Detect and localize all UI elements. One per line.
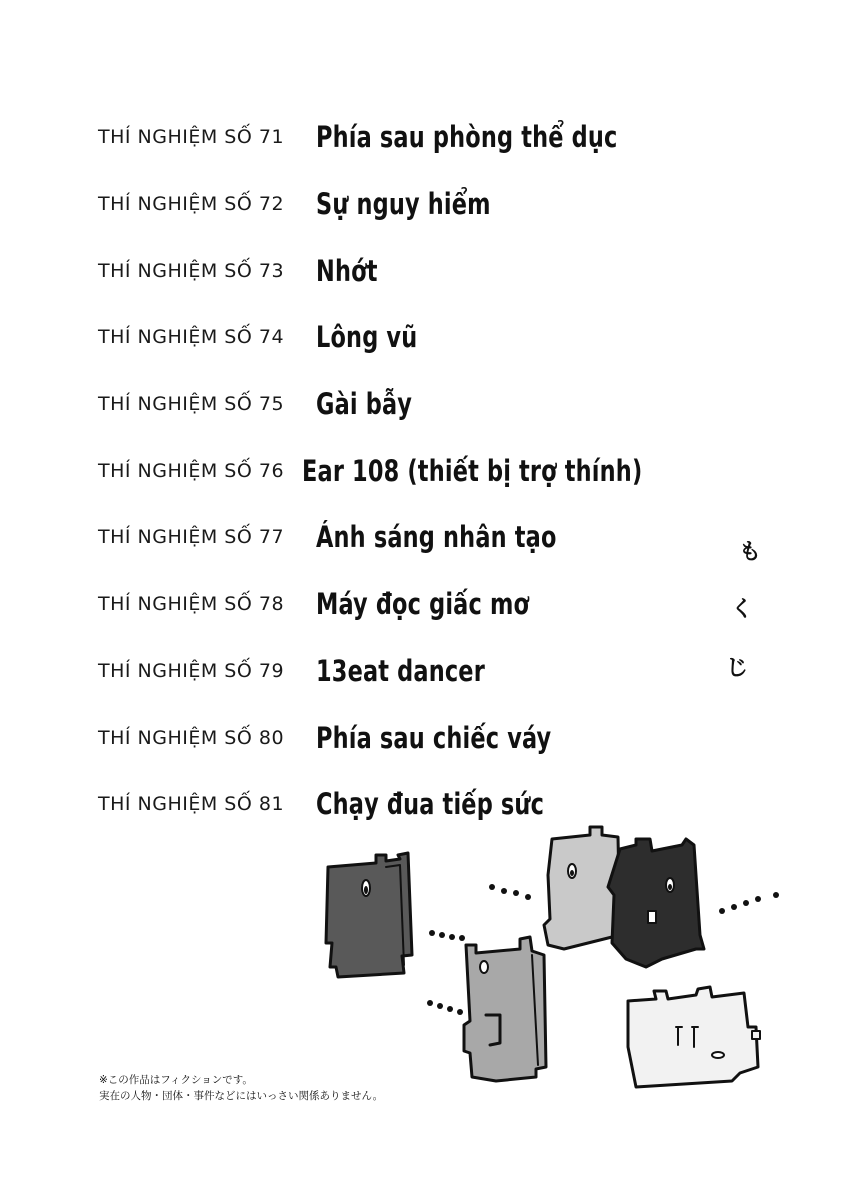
toc-entry-title: Sự nguy hiểm bbox=[316, 187, 491, 222]
block-creatures-illustration bbox=[300, 815, 800, 1100]
toc-entry-number: THÍ NGHIỆM SỐ 75 bbox=[98, 393, 285, 416]
toc-entry[interactable] bbox=[98, 638, 698, 705]
toc-entry-title: Máy đọc giấc mơ bbox=[316, 587, 530, 622]
disclaimer-line: ※この作品はフィクションです。 bbox=[99, 1074, 253, 1086]
toc-entry[interactable] bbox=[98, 171, 698, 238]
toc-entry[interactable] bbox=[98, 704, 698, 771]
toc-entry-number: THÍ NGHIỆM SỐ 81 bbox=[98, 793, 285, 816]
toc-entry[interactable] bbox=[98, 437, 698, 504]
dark-block-creature bbox=[326, 853, 412, 977]
toc-entry[interactable] bbox=[98, 504, 698, 571]
toc-entry-title: 13eat dancer bbox=[316, 653, 485, 688]
toc-entry-number: THÍ NGHIỆM SỐ 79 bbox=[98, 659, 285, 682]
toc-entry-number: THÍ NGHIỆM SỐ 77 bbox=[98, 526, 285, 549]
toc-entry-number: THÍ NGHIỆM SỐ 73 bbox=[98, 259, 285, 282]
vertical-contents-heading bbox=[712, 535, 762, 682]
toc-entry-title: Lông vũ bbox=[316, 320, 418, 355]
toc-entry-title: Phía sau chiếc váy bbox=[316, 720, 552, 755]
toc-entry-title: Nhớt bbox=[316, 253, 378, 288]
disclaimer-line: 実在の人物・団体・事件などにはいっさい関係ありません。 bbox=[99, 1090, 384, 1102]
toc-entry-title: Phía sau phòng thể dục bbox=[316, 120, 618, 155]
toc-entry-number: THÍ NGHIỆM SỐ 74 bbox=[98, 326, 285, 349]
toc-entry-title: Chạy đua tiếp sức bbox=[316, 787, 545, 822]
black-block-creature bbox=[608, 839, 704, 967]
fiction-disclaimer bbox=[99, 1072, 383, 1104]
grey-block-creature bbox=[464, 937, 546, 1081]
heading-char: も bbox=[738, 540, 761, 565]
heading-char: じ bbox=[725, 656, 748, 681]
heading-char: く bbox=[730, 597, 753, 622]
toc-entry[interactable] bbox=[98, 237, 698, 304]
toc-entry-number: THÍ NGHIỆM SỐ 71 bbox=[98, 126, 285, 149]
toc-entry-title: Gài bẫy bbox=[316, 387, 413, 422]
toc-entry[interactable] bbox=[98, 571, 698, 638]
toc-entry-number: THÍ NGHIỆM SỐ 72 bbox=[98, 193, 285, 216]
toc-entry-number: THÍ NGHIỆM SỐ 76 bbox=[98, 459, 285, 482]
toc-entry[interactable] bbox=[98, 304, 698, 371]
toc-entry-number: THÍ NGHIỆM SỐ 78 bbox=[98, 593, 285, 616]
toc-entry[interactable] bbox=[98, 104, 698, 171]
table-of-contents bbox=[98, 104, 698, 838]
white-block-creature bbox=[628, 987, 760, 1087]
toc-entry[interactable] bbox=[98, 371, 698, 438]
toc-entry-title: Ear 108 (thiết bị trợ thính) bbox=[302, 453, 643, 488]
toc-entry-title: Ánh sáng nhân tạo bbox=[316, 520, 557, 555]
toc-entry-number: THÍ NGHIỆM SỐ 80 bbox=[98, 726, 285, 749]
